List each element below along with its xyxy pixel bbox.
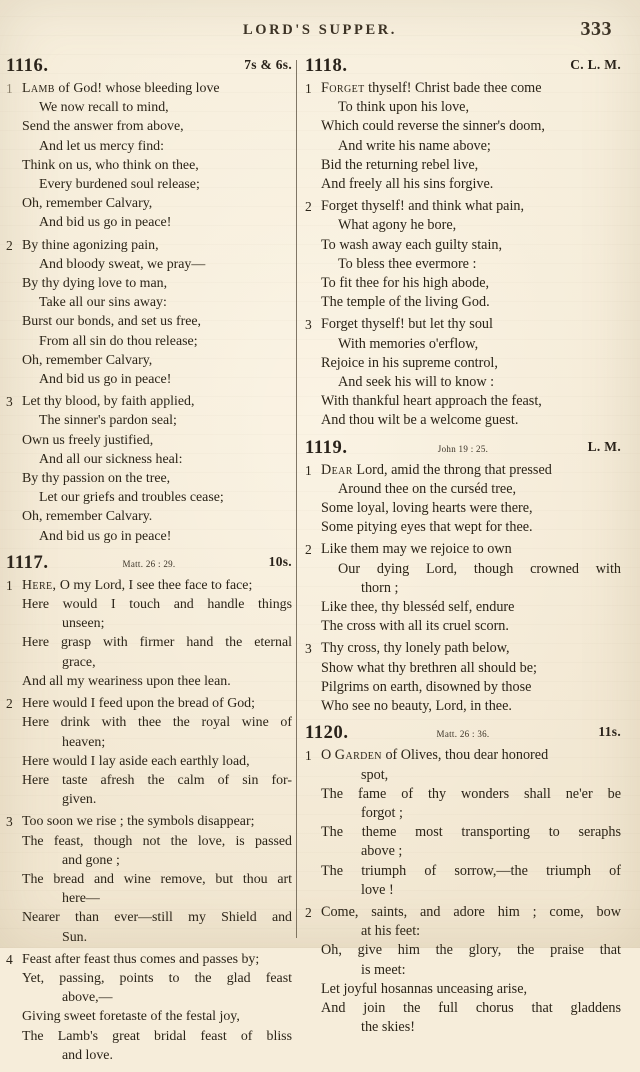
hymn-line: Bid the returning rebel live,	[321, 156, 479, 173]
hymn-line: And freely all his sins forgive.	[321, 176, 494, 193]
hymn-number: 1117.	[6, 552, 49, 573]
verse-number: 2	[305, 199, 312, 215]
hymn-header	[6, 56, 292, 77]
hymn-line: We now recall to mind,	[39, 100, 169, 116]
verse-number: 1	[6, 577, 13, 593]
verse-lines	[22, 392, 292, 546]
hymn-line: Every burdened soul release;	[39, 177, 200, 193]
page-title: LORD'S SUPPER.	[242, 22, 398, 38]
text-columns	[0, 56, 640, 1063]
verse-number: 1	[6, 81, 13, 96]
verse-number: 2	[305, 904, 312, 920]
verse-number: 2	[6, 696, 13, 712]
verse	[305, 197, 621, 312]
left-column	[6, 56, 292, 1072]
hymn-line: Giving sweet foretaste of the festal joy,	[22, 1009, 240, 1025]
page-number: 333	[580, 18, 612, 40]
verse-number: 3	[305, 317, 312, 333]
right-column	[305, 56, 621, 1044]
hymn-line: And bid us go in peace!	[39, 372, 172, 388]
hymn-line: above,—	[62, 990, 113, 1006]
hymn-line: The fame of thy wonders shall ne'er be	[321, 785, 621, 802]
verse-number: 1	[305, 81, 312, 96]
hymn-line	[22, 576, 292, 595]
hymn-line: Here drink with thee the royal wine of	[22, 715, 292, 731]
hymn-header	[6, 553, 292, 574]
hymn	[305, 723, 621, 1037]
hymn-line: here—	[62, 891, 100, 907]
hymn-line: Here taste afresh the calm of sin for-	[22, 772, 292, 788]
hymn	[305, 56, 621, 431]
hymn-line: And thou wilt be a welcome guest.	[321, 412, 519, 429]
scripture-reference: John 19 : 25.	[437, 443, 489, 454]
hymn-line: Forget thyself! and think what pain,	[321, 198, 525, 215]
hymn-line: To bless thee evermore :	[338, 255, 477, 272]
hymn-line: And bloody sweat, we pray—	[39, 256, 206, 272]
hymn-line: By thy dying love to man,	[22, 276, 168, 292]
verse	[6, 576, 292, 691]
hymn-line: Which could reverse the sinner's doom,	[321, 118, 545, 135]
hymn-number: 1116.	[6, 56, 49, 76]
hymn-line: grace,	[62, 654, 96, 670]
hymn-line: Oh, remember Calvary,	[22, 196, 153, 212]
small-caps-opening-word: Lamb	[22, 81, 55, 96]
verse	[305, 540, 621, 636]
verse	[305, 315, 621, 430]
scripture-reference: Matt. 26 : 29.	[122, 558, 176, 569]
hymn-line: Nearer than ever—still my Shield and	[22, 910, 292, 926]
verse-lines	[22, 79, 292, 233]
small-caps-opening-word: Forget	[321, 80, 365, 96]
hymn-line: Burst our bonds, and set us free,	[22, 314, 202, 330]
verse	[6, 392, 292, 546]
hymn	[305, 438, 621, 717]
verse-lines	[22, 576, 292, 691]
hymn-line: Thy cross, thy lonely path below,	[321, 640, 510, 657]
hymn-line: spot,	[361, 766, 389, 783]
hymn-line: And all our sickness heal:	[39, 451, 183, 467]
verse-lines	[321, 315, 621, 430]
hymn-line: The triumph of sorrow,—the triumph of	[321, 862, 621, 879]
hymn-line: Oh, remember Calvary.	[22, 509, 153, 525]
verse	[6, 950, 292, 1065]
verse	[6, 812, 292, 946]
hymn-line: Own us freely justified,	[22, 432, 154, 448]
hymn-line: Our dying Lord, though crowned with	[338, 560, 621, 577]
hymn-header	[305, 56, 621, 77]
hymn-line: Take all our sins away:	[39, 295, 167, 311]
verse-number: 4	[6, 951, 13, 967]
hymn-line: thorn ;	[361, 579, 399, 596]
verse-number: 3	[6, 814, 13, 830]
verse-number: 3	[6, 394, 13, 410]
hymn-meter: 10s.	[268, 553, 292, 569]
verse-lines	[321, 461, 621, 538]
hymn-line: And write his name above;	[338, 137, 491, 154]
hymn-line-text: Lord, amid the throng that pressed	[352, 461, 552, 478]
hymn-line: Around thee on the curséd tree,	[338, 480, 517, 497]
hymn-line: Like thee, thy blesséd self, endure	[321, 599, 515, 616]
hymn-line	[321, 746, 621, 765]
hymn-line: Come, saints, and adore him ; come, bow	[321, 903, 621, 920]
hymn-line: And bid us go in peace!	[39, 528, 172, 544]
hymn-line: The cross with all its cruel scorn.	[321, 618, 509, 635]
hymn-line: Some loyal, loving hearts were there,	[321, 500, 533, 517]
hymn-line: From all sin do thou release;	[39, 333, 198, 349]
hymn-line: What agony he bore,	[338, 217, 457, 234]
hymn-line: The theme most transporting to seraphs	[321, 824, 621, 841]
hymn-line: Send the answer from above,	[22, 119, 184, 135]
small-caps-opening-word: Garden	[334, 747, 382, 764]
hymn-line	[321, 461, 621, 480]
hymn-line: The bread and wine remove, but thou art	[22, 871, 292, 887]
verse-lines	[321, 197, 621, 312]
hymn-line-text: O my Lord, I see thee face to face;	[56, 577, 253, 593]
hymn-line: To think upon his love,	[338, 99, 470, 116]
verse-lines	[22, 694, 292, 809]
running-head	[0, 18, 640, 46]
hymn-line: Pilgrims on earth, disowned by those	[321, 678, 532, 695]
verse	[305, 903, 621, 1037]
hymn-number: 1120.	[305, 723, 349, 744]
verse-lines	[321, 903, 621, 1037]
hymn-line: Here grasp with firmer hand the eternal	[22, 635, 292, 651]
hymn-line: Let our griefs and troubles cease;	[39, 490, 224, 506]
verse-number: 1	[305, 748, 312, 764]
hymn-line: Too soon we rise ; the symbols disappear;	[22, 814, 255, 830]
verse-lines	[22, 950, 292, 1065]
hymn-line: Rejoice in his supreme control,	[321, 354, 498, 371]
hymn-header	[305, 438, 621, 459]
hymn-line: and love.	[62, 1047, 113, 1063]
hymn-line: With thankful heart approach the feast,	[321, 393, 542, 410]
verse	[305, 639, 621, 716]
hymn-meter: L. M.	[587, 438, 621, 454]
hymn-line: given.	[62, 792, 97, 808]
verse-number: 2	[305, 542, 312, 558]
hymn-line: heaven;	[62, 734, 106, 750]
hymn-line: above ;	[361, 843, 403, 860]
hymn-line: By thy passion on the tree,	[22, 471, 171, 487]
hymn-line: To fit thee for his high abode,	[321, 275, 490, 292]
hymn	[6, 553, 292, 1065]
verse-lines	[22, 236, 292, 390]
hymn-line: Here would I lay aside each earthly load,	[22, 753, 250, 769]
hymn-line: Let joyful hosannas unceasing arise,	[321, 980, 528, 997]
hymn-line: at his feet:	[361, 923, 421, 940]
hymn-line: Like them may we rejoice to own	[321, 541, 512, 558]
hymn-line: Oh, remember Calvary,	[22, 352, 153, 368]
verse	[305, 746, 621, 900]
hymn-line: Oh, give him the glory, the praise that	[321, 942, 621, 959]
verse-number: 3	[305, 641, 312, 657]
hymn-line: And all my weariness upon thee lean.	[22, 673, 231, 689]
verse-lines	[321, 540, 621, 636]
scripture-reference: Matt. 26 : 36.	[436, 729, 490, 740]
hymn-line: And join the full chorus that gladdens	[321, 999, 621, 1016]
hymn-line: Think on us, who think on thee,	[22, 157, 199, 173]
hymn-line: unseen;	[62, 616, 105, 632]
hymn-line: And let us mercy find:	[39, 138, 164, 154]
verse	[6, 694, 292, 809]
verse-lines	[321, 746, 621, 900]
hymn-line: the skies!	[361, 1019, 415, 1036]
hymn-line: love !	[361, 881, 394, 898]
hymn-line: Who see no beauty, Lord, in thee.	[321, 698, 512, 715]
hymn-line: Some pitying eyes that wept for thee.	[321, 519, 533, 536]
hymn-meter: 7s & 6s.	[244, 57, 292, 72]
small-caps-opening-word: Dear	[321, 461, 353, 478]
verse	[6, 79, 292, 233]
small-caps-opening-word: Here,	[22, 577, 57, 593]
verse-number: 1	[305, 462, 312, 478]
hymn	[6, 56, 292, 546]
hymn-line	[22, 79, 292, 98]
hymn-line: Here would I feed upon the bread of God;	[22, 696, 255, 712]
hymn-line: forgot ;	[361, 804, 403, 821]
hymn-line: is meet:	[361, 961, 406, 978]
hymn-line: Feast after feast thus comes and passes by;	[22, 951, 260, 967]
verse-lines	[321, 79, 621, 194]
hymn-number: 1119.	[305, 437, 348, 458]
hymn-line: Let thy blood, by faith applied,	[22, 394, 195, 410]
hymn-line: Here would I touch and handle things	[22, 597, 292, 613]
verse-lines	[22, 812, 292, 946]
verse-number: 2	[6, 237, 13, 253]
hymn-line: The Lamb's great bridal feast of bliss	[22, 1028, 292, 1044]
hymn-line: The sinner's pardon seal;	[39, 413, 177, 429]
hymn-line: Show what thy brethren all should be;	[321, 659, 537, 676]
verse	[305, 79, 621, 194]
hymn-line: The temple of the living God.	[321, 294, 490, 311]
hymn-line: And seek his will to know :	[338, 374, 495, 391]
hymn-line: The feast, though not the love, is passed	[22, 833, 292, 849]
hymn-line: and gone ;	[62, 852, 120, 868]
hymn-line: With memories o'erflow,	[338, 335, 479, 352]
hymn-header	[305, 723, 621, 744]
column-divider-rule	[296, 60, 297, 938]
hymn-line: Sun.	[62, 929, 88, 945]
verse-lines	[321, 639, 621, 716]
verse	[6, 236, 292, 390]
hymn-line-text: thyself! Christ bade thee come	[364, 80, 542, 96]
hymn-line: Yet, passing, points to the glad feast	[22, 970, 292, 986]
hymn-line-text: of God! whose bleeding love	[54, 81, 220, 96]
verse	[305, 461, 621, 538]
hymn-meter: C. L. M.	[570, 57, 621, 72]
hymn-line-text: O	[321, 747, 335, 764]
hymn-line: And bid us go in peace!	[39, 215, 172, 231]
hymn-line-text: of Olives, thou dear honored	[381, 747, 549, 764]
hymn-line: By thine agonizing pain,	[22, 237, 159, 253]
hymn-line: To wash away each guilty stain,	[321, 236, 503, 253]
hymn-number: 1118.	[305, 56, 348, 76]
hymn-meter: 11s.	[598, 724, 621, 740]
hymn-line	[321, 79, 621, 98]
hymn-line: Forget thyself! but let thy soul	[321, 316, 493, 333]
